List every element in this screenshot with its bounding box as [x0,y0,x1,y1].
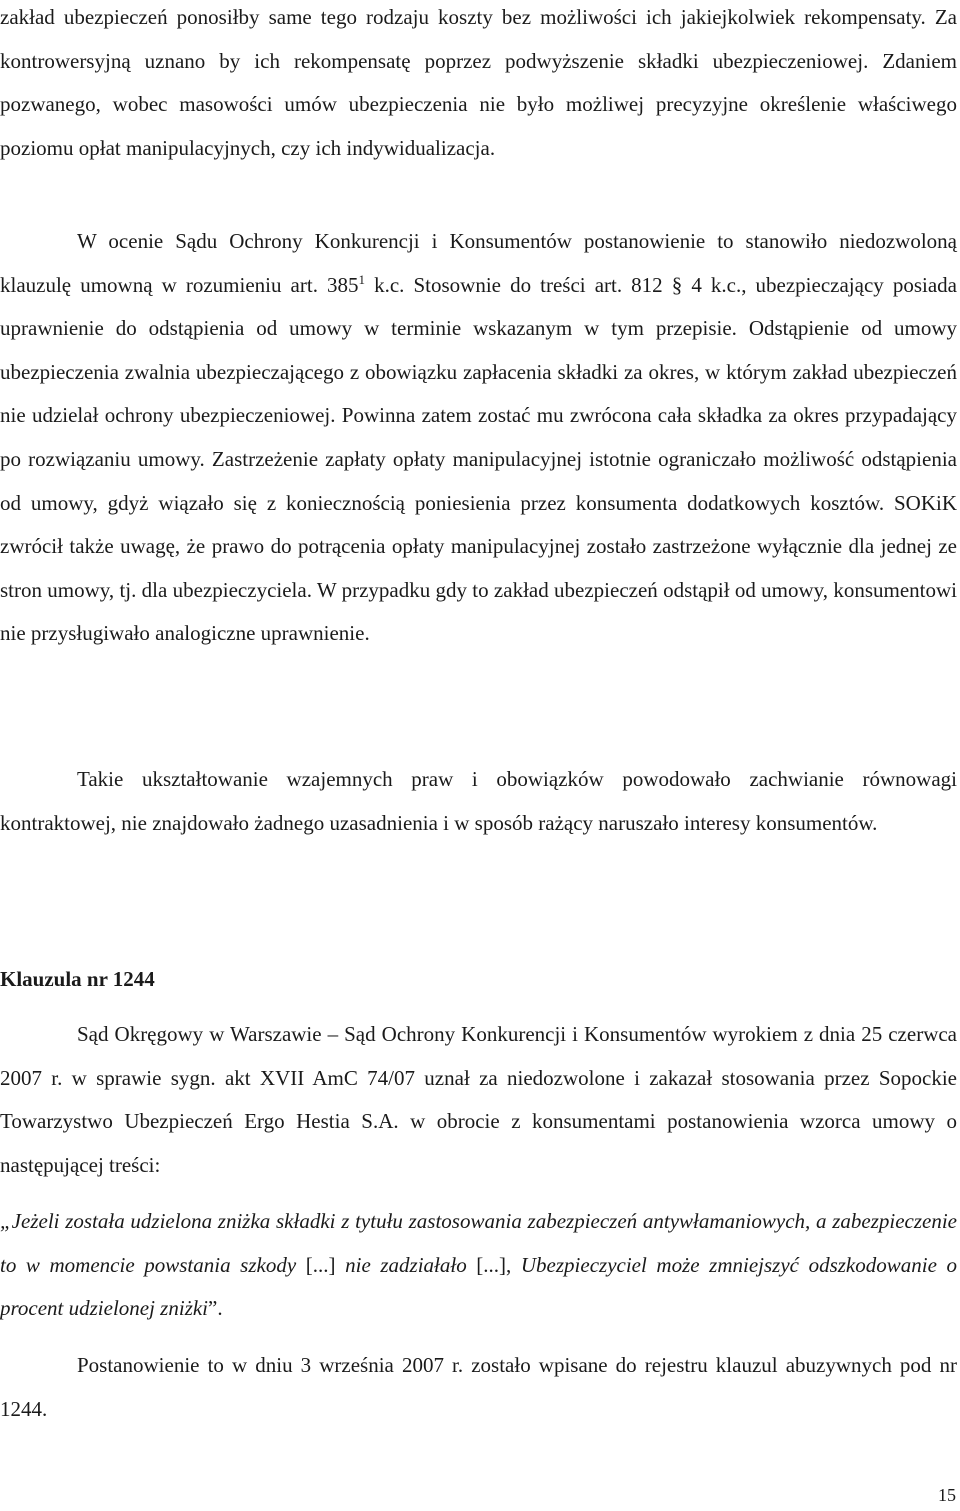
paragraph-court-text: Sąd Okręgowy w Warszawie – Sąd Ochrony Konkurencji i Konsumentów wyrokiem z dnia 25 czerwca 2007 r. w sprawie sygn. akt XVII AmC 74/07 uznał za niedozwolone i zakazał stosowania przez Sopockie Towarzystwo Ubezpieczeń Ergo Hestia S.A. w obrocie z konsumentami postanowienia wzorca umowy o następującej treści: [0,1022,957,1177]
section-sign: § [671,272,683,297]
page-number: 15 [938,1485,956,1505]
paragraph-sokik-text-3: 4 k.c., ubezpieczający posiada uprawnienie do odstąpienia od umowy w terminie wskazanym w tym przepisie. Odstąpienie od umowy ubezpieczenia zwalnia ubezpieczającego z obowiązku zapłacenia składki za okres, w którym zakład ubezpieczeń nie udzielał ochrony ubezpieczeniowej. Powinna zatem zostać mu zwrócona cała składka za okres przypadający po rozwiązaniu umowy. Zastrzeżenie zapłaty opłaty manipulacyjnej istotnie ograniczało możliwość odstąpienia od umowy, gdyż wiązało się z koniecznością poniesienia przez konsumenta dodatkowych kosztów. SOKiK zwrócił także uwagę, że prawo do potrącenia opłaty manipulacyjnej zostało zastrzeżone wyłącznie dla jednej ze stron umowy, tj. dla ubezpieczyciela. W przypadku gdy to zakład ubezpieczeń odstąpił od umowy, konsumentowi nie przysługiwało analogiczne uprawnienie. [0,272,957,646]
quote-text-2: nie zadziałało [335,1252,477,1277]
paragraph-sokik-text-2: k.c. Stosownie do treści art. 812 [365,272,672,297]
quote-ellipsis-2: [...], [476,1252,512,1277]
paragraph-balance-text: Takie ukształtowanie wzajemnych praw i obowiązków powodowało zachwianie równowagi kontraktowej, nie znajdowało żadnego uzasadnienia i w sposób rażący naruszało interesy konsumentów. [0,767,957,835]
quote-ellipsis-1: [...] [305,1252,336,1277]
paragraph-intro [0,0,957,170]
quote-text-1: „Jeżeli została udzielona zniżka składki z tytułu zastosowania zabezpieczeń antywłamaniowych, a zabezpieczenie to w momencie powstania szkody [0,1209,957,1277]
paragraph-sokik-text-1: W ocenie Sądu Ochrony Konkurencji i Konsumentów postanowienie to stanowiło niedozwoloną klauzulę umowną w rozumieniu art. 385 [0,229,957,297]
paragraph-sokik-assessment [0,220,957,656]
quote-text-3: Ubezpieczyciel może zmniejszyć odszkodowanie o procent udzielonej zniżki [0,1252,957,1321]
paragraph-court-ruling [0,1013,957,1187]
paragraph-contract-balance [0,758,957,845]
paragraph-register-entry [0,1344,957,1431]
quote-end: ”. [208,1296,223,1321]
paragraph-register-text: Postanowienie to w dniu 3 września 2007 r. zostało wpisane do rejestru klauzul abuzywnych pod nr 1244. [0,1353,957,1421]
article-superscript: 1 [358,271,366,287]
clause-quote [0,1200,957,1331]
clause-heading: Klauzula nr 1244 [0,967,155,991]
paragraph-intro-text: zakład ubezpieczeń ponosiłby same tego rodzaju koszty bez możliwości ich jakiejkolwiek rekompensaty. Za kontrowersyjną uznano by ich rekompensatę poprzez podwyższenie składki ubezpieczeniowej. Zdaniem pozwanego, wobec masowości umów ubezpieczenia nie było możliwej precyzyjne określenie właściwego poziomu opłat manipulacyjnych, czy ich indywidualizacja. [0,5,957,160]
